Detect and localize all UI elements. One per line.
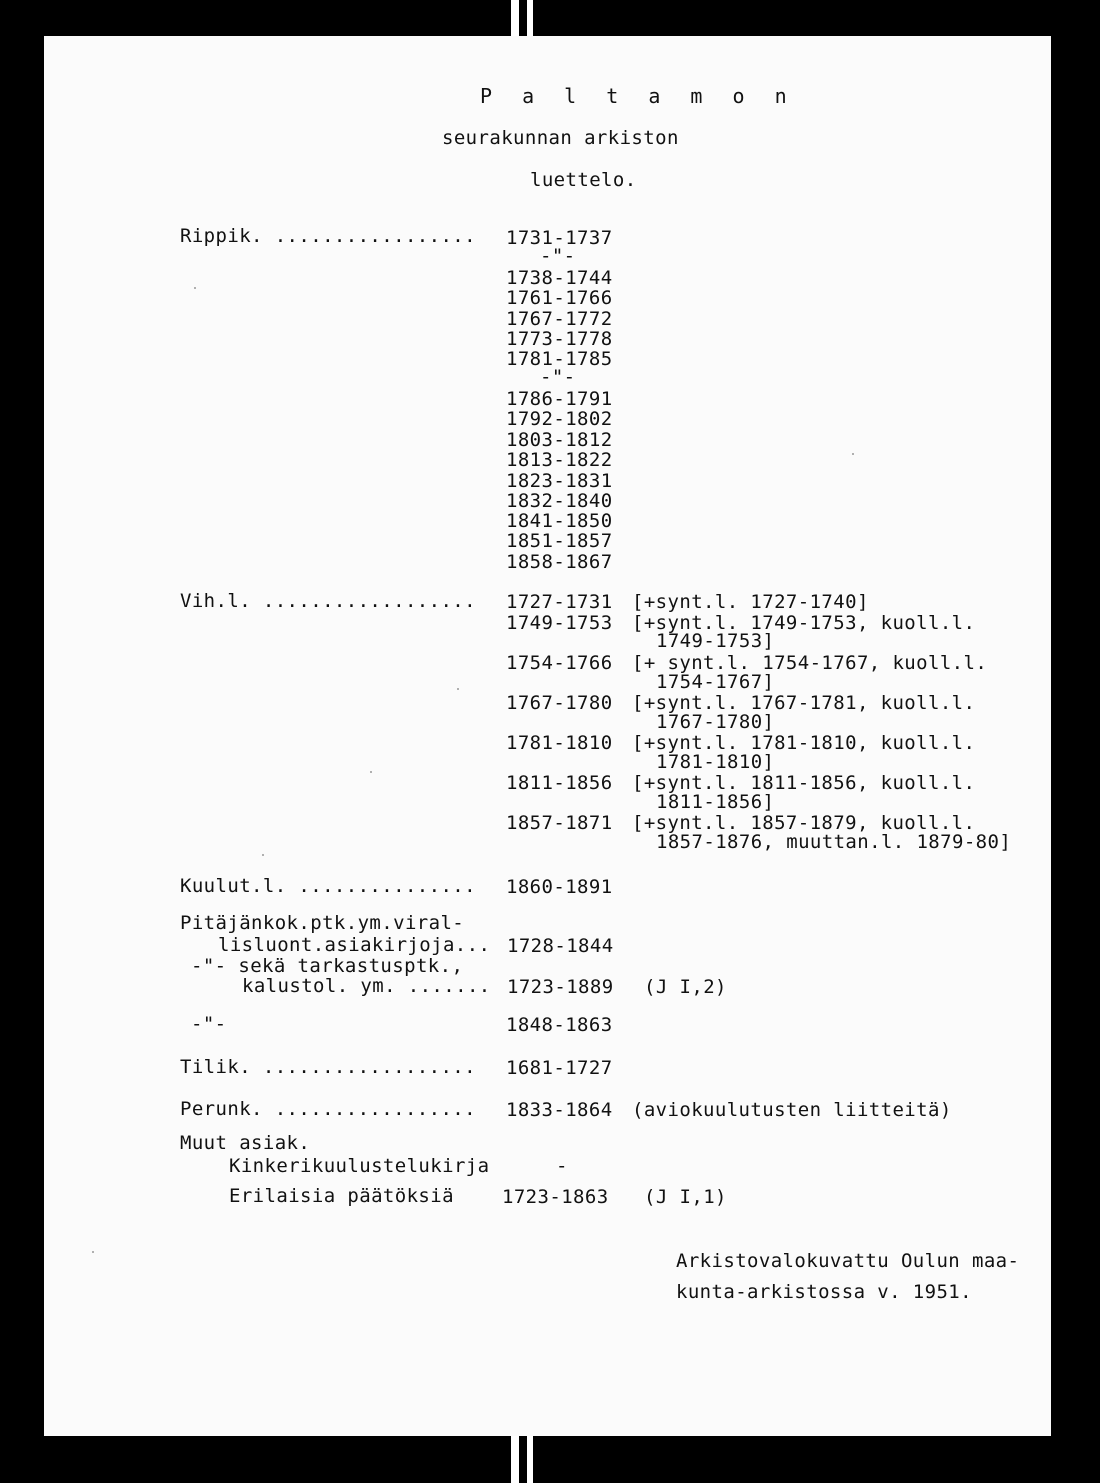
film-mark-bottom <box>511 1436 519 1483</box>
pitajan-ditto: -"- <box>191 1013 227 1035</box>
vihl-note-cont: 1749-1753] <box>656 630 775 652</box>
page-subtitle: seurakunnan arkiston <box>442 127 679 149</box>
muut-item-1: Kinkerikuulustelukirja <box>229 1155 490 1177</box>
perunk-label: Perunk. ................. <box>180 1098 476 1120</box>
rippik-range: 1832-1840 <box>506 490 613 512</box>
rippik-range: 1792-1802 <box>506 408 613 430</box>
kuulut-range: 1860-1891 <box>506 876 613 898</box>
vihl-note: [+synt.l. 1749-1753, kuoll.l. <box>632 612 976 634</box>
muut-item-2-note: (J I,1) <box>644 1186 727 1208</box>
document-page <box>44 36 1051 1436</box>
film-mark-top <box>511 0 519 36</box>
rippik-range: 1803-1812 <box>506 429 613 451</box>
vihl-range: 1781-1810 <box>506 732 613 754</box>
paper-speck <box>262 854 264 856</box>
film-mark-top-2 <box>527 0 533 36</box>
pitajan-line-3: -"- sekä tarkastusptk., <box>191 955 464 977</box>
rippik-range: -"- <box>540 366 576 388</box>
vihl-range: 1754-1766 <box>506 652 613 674</box>
rippik-range: 1761-1766 <box>506 287 613 309</box>
paper-speck <box>194 287 196 289</box>
vihl-note: [+synt.l. 1781-1810, kuoll.l. <box>632 732 976 754</box>
pitajan-range-5: 1848-1863 <box>506 1014 613 1036</box>
pitajan-note-4: (J I,2) <box>644 976 727 998</box>
perunk-range: 1833-1864 <box>506 1099 613 1121</box>
pitajan-line-1: Pitäjänkok.ptk.ym.viral- <box>180 912 465 934</box>
rippik-range: 1731-1737 <box>506 227 613 249</box>
rippik-range: -"- <box>540 245 576 267</box>
rippik-range: 1813-1822 <box>506 449 613 471</box>
vihl-note-cont: 1754-1767] <box>656 671 775 693</box>
rippik-label: Rippik. ................. <box>180 225 476 247</box>
paper-speck <box>852 453 854 455</box>
vihl-note-cont: 1767-1780] <box>656 711 775 733</box>
muut-item-2-range: 1723-1863 <box>502 1186 609 1208</box>
vihl-note: [+synt.l. 1811-1856, kuoll.l. <box>632 772 976 794</box>
rippik-range: 1823-1831 <box>506 470 613 492</box>
film-mark-bottom-2 <box>527 1436 533 1483</box>
rippik-range: 1773-1778 <box>506 328 613 350</box>
muut-item-2: Erilaisia päätöksiä <box>229 1185 454 1207</box>
vihl-range: 1767-1780 <box>506 692 613 714</box>
rippik-range: 1786-1791 <box>506 388 613 410</box>
rippik-range: 1767-1772 <box>506 308 613 330</box>
paper-speck <box>370 771 372 773</box>
vihl-label: Vih.l. .................. <box>180 590 476 612</box>
vihl-note: [+ synt.l. 1754-1767, kuoll.l. <box>632 652 988 674</box>
page-subtitle-2: luettelo. <box>530 169 637 191</box>
pitajan-line-4: kalustol. ym. ....... <box>242 975 491 997</box>
pitajan-range-4: 1723-1889 <box>507 976 614 998</box>
rippik-range: 1738-1744 <box>506 267 613 289</box>
vihl-note-cont: 1811-1856] <box>656 791 775 813</box>
rippik-range: 1781-1785 <box>506 348 613 370</box>
tilik-range: 1681-1727 <box>506 1057 613 1079</box>
footer-line-1: Arkistovalokuvattu Oulun maa- <box>676 1250 1020 1272</box>
vihl-range: 1749-1753 <box>506 612 613 634</box>
perunk-note: (aviokuulutusten liitteitä) <box>632 1099 952 1121</box>
paper-speck <box>92 1251 94 1253</box>
vihl-note: [+synt.l. 1857-1879, kuoll.l. <box>632 812 976 834</box>
vihl-note-cont: 1857-1876, muuttan.l. 1879-80] <box>656 831 1012 853</box>
vihl-note-cont: 1781-1810] <box>656 751 775 773</box>
vihl-range: 1811-1856 <box>506 772 613 794</box>
tilik-label: Tilik. .................. <box>180 1056 476 1078</box>
rippik-range: 1841-1850 <box>506 510 613 532</box>
vihl-note: [+synt.l. 1727-1740] <box>632 591 869 613</box>
rippik-range: 1851-1857 <box>506 530 613 552</box>
page-title: P a l t a m o n <box>480 84 796 108</box>
vihl-note: [+synt.l. 1767-1781, kuoll.l. <box>632 692 976 714</box>
vihl-range: 1857-1871 <box>506 812 613 834</box>
muut-item-1-value: - <box>556 1155 568 1177</box>
muut-label: Muut asiak. <box>180 1132 311 1154</box>
pitajan-line-2: lisluont.asiakirjoja... <box>218 934 491 956</box>
paper-speck <box>457 688 459 690</box>
rippik-range: 1858-1867 <box>506 551 613 573</box>
kuulut-label: Kuulut.l. ............... <box>180 875 476 897</box>
pitajan-range-2: 1728-1844 <box>507 935 614 957</box>
footer-line-2: kunta-arkistossa v. 1951. <box>676 1281 972 1303</box>
vihl-range: 1727-1731 <box>506 591 613 613</box>
